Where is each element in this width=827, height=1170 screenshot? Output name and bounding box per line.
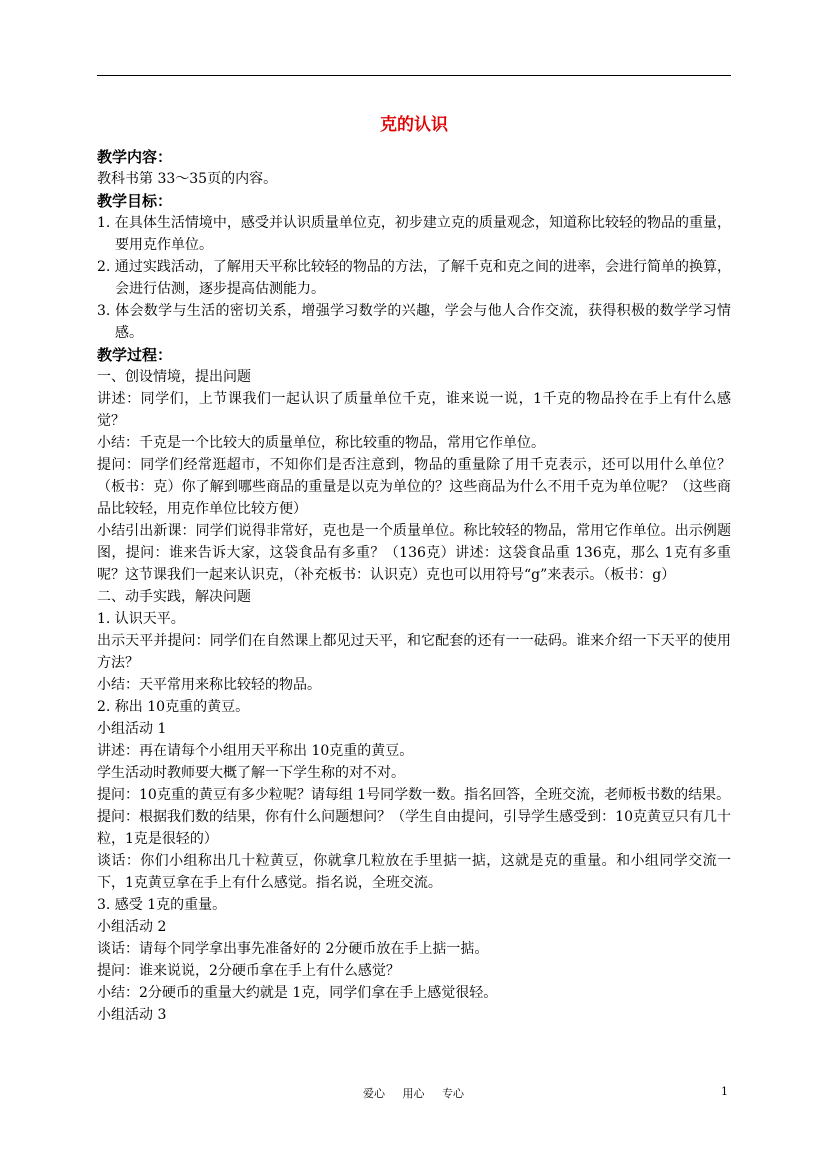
- body-paragraph: 小组活动 2: [97, 919, 167, 935]
- objective-item: 3. 体会数学与生活的密切关系，增强学习数学的兴趣，学会与他人合作交流，获得积极的数学学习情感。: [97, 303, 731, 341]
- body-paragraph: 提问：根据我们数的结果，你有什么问题想问？（学生自由提问，引导学生感受到：10克黄豆只有几十粒，1克是很轻的）: [97, 809, 731, 847]
- body-paragraph: 一、创设情境，提出问题: [97, 369, 251, 385]
- body-paragraph: 3. 感受 1克的重量。: [97, 897, 227, 913]
- body-paragraph: 教科书第 33～35页的内容。: [97, 171, 278, 187]
- objective-item: 1. 在具体生活情境中，感受并认识质量单位克，初步建立克的质量观念，知道称比较轻的物品的重量，要用克作单位。: [97, 215, 731, 253]
- page-number: 1: [721, 1085, 728, 1098]
- document-title: 克的认识: [380, 115, 448, 135]
- section-heading: 教学内容：: [97, 148, 173, 166]
- body-paragraph: 谈话：你们小组称出几十粒黄豆，你就拿几粒放在手里掂一掂，这就是克的重量。和小组同学交流一下，1克黄豆拿在手上有什么感觉。指名说，全班交流。: [97, 853, 731, 891]
- body-paragraph: 提问：谁来说说，2分硬币拿在手上有什么感觉？: [97, 963, 400, 979]
- document-body: [97, 146, 731, 1026]
- body-paragraph: 讲述：再在请每个小组用天平称出 10克重的黄豆。: [97, 743, 414, 759]
- body-paragraph: 小组活动 1: [97, 721, 167, 737]
- body-paragraph: 小结：天平常用来称比较轻的物品。: [97, 677, 321, 693]
- body-paragraph: 小结：千克是一个比较大的质量单位，称比较重的物品，常用它作单位。: [97, 435, 545, 451]
- body-paragraph: 谈话：请每个同学拿出事先准备好的 2分硬币放在手上掂一掂。: [97, 941, 489, 957]
- body-paragraph: 小结：2分硬币的重量大约就是 1克，同学们拿在手上感觉很轻。: [97, 985, 498, 1001]
- body-paragraph: 小结引出新课：同学们说得非常好，克也是一个质量单位。称比较轻的物品，常用它作单位。出示例题图，提问：谁来告诉大家，这袋食品有多重？（136克）讲述：这袋食品重 136克，那么 1克有多重呢？这节课我们一起来认识克，（补充板书：认识克）克也可以用符号“g”来表示。（板书：g）: [97, 523, 731, 583]
- body-paragraph: 二、动手实践，解决问题: [97, 589, 251, 605]
- footer-motto: 爱心 用心 专心: [363, 1087, 464, 1100]
- body-paragraph: 讲述：同学们，上节课我们一起认识了质量单位千克，谁来说一说，1千克的物品拎在手上有什么感觉？: [97, 391, 731, 429]
- body-paragraph: 出示天平并提问：同学们在自然课上都见过天平，和它配套的还有一一砝码。谁来介绍一下天平的使用方法？: [97, 633, 731, 671]
- body-paragraph: 小组活动 3: [97, 1007, 167, 1023]
- section-heading: 教学目标：: [97, 192, 173, 210]
- body-paragraph: 2. 称出 10克重的黄豆。: [97, 699, 250, 715]
- body-paragraph: 提问：同学们经常逛超市，不知你们是否注意到，物品的重量除了用千克表示，还可以用什么单位？（板书：克）你了解到哪些商品的重量是以克为单位的？这些商品为什么不用千克为单位呢？（这些商品比较轻，用克作单位比较方便）: [97, 457, 731, 517]
- body-paragraph: 学生活动时教师要大概了解一下学生称的对不对。: [97, 765, 405, 781]
- body-paragraph: 1. 认识天平。: [97, 611, 185, 627]
- header-rule: [97, 75, 731, 76]
- body-paragraph: 提问：10克重的黄豆有多少粒呢？请每组 1号同学数一数。指名回答，全班交流，老师板书数的结果。: [97, 787, 731, 803]
- objective-item: 2. 通过实践活动，了解用天平称比较轻的物品的方法，了解千克和克之间的进率，会进行简单的换算，会进行估测，逐步提高估测能力。: [97, 259, 731, 297]
- section-heading: 教学过程：: [97, 346, 173, 364]
